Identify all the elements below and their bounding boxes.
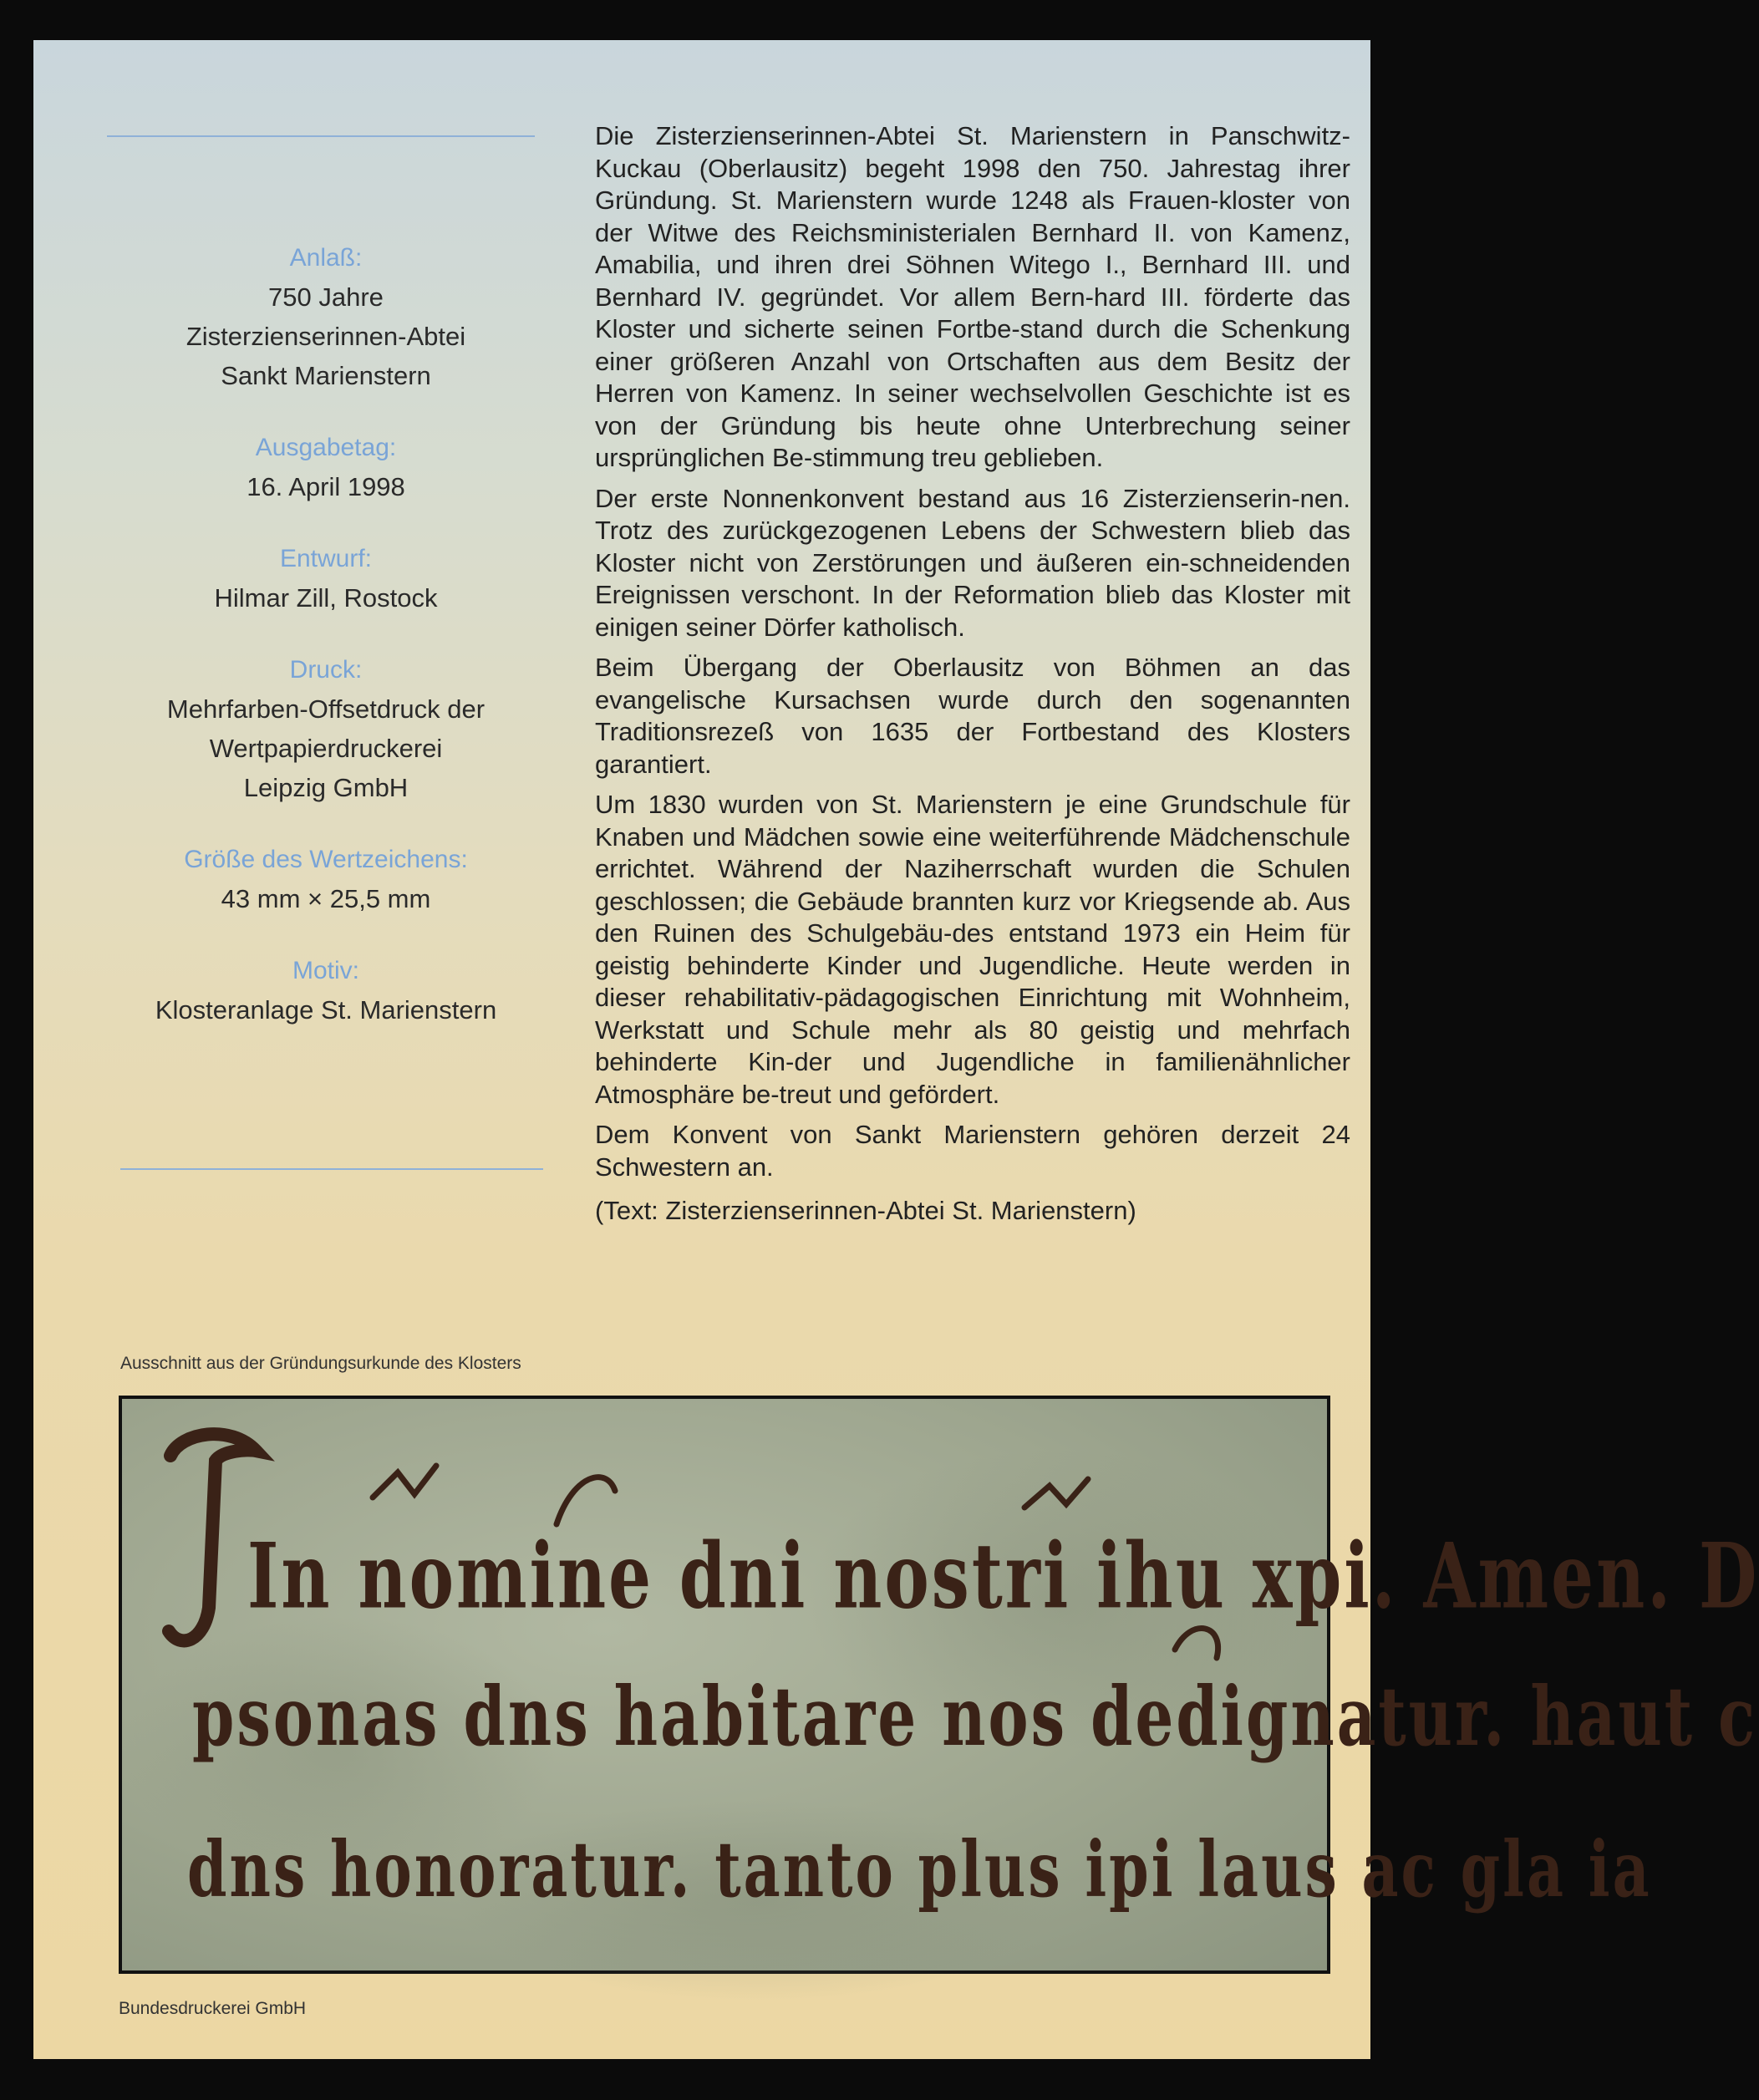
- print-group: [117, 651, 535, 807]
- history-paragraph: Der erste Nonnenkonvent bestand aus 16 Zisterzienserin-nen. Trotz des zurückgezogenen Lebens der Schwestern blieb das Kloster nicht von Zerstörungen und äußeren ein-schneidenden Ereignissen verschont. In der Reformation blieb das Kloster mit einigen seiner Dörfer katholisch.: [595, 483, 1350, 642]
- history-paragraph: Beim Übergang der Oberlausitz von Böhmen an das evangelische Kursachsen wurde durch den sogenannten Traditionsrezeß von 1635 der Fortbestand des Klosters garantiert.: [595, 653, 1350, 779]
- issue-details: [117, 239, 535, 1063]
- print-value-line: Leipzig GmbH: [243, 773, 409, 802]
- publisher-credit: Bundesdruckerei GmbH: [119, 1999, 307, 2018]
- design-value: Hilmar Zill, Rostock: [214, 583, 438, 613]
- charter-line: dns honoratur. tanto plus ipi laus ac gla ia: [187, 1825, 1652, 1915]
- stamp-size-group: [117, 841, 535, 918]
- print-value-line: Wertpapierdruckerei: [209, 734, 443, 763]
- issue-date-value: 16. April 1998: [247, 472, 405, 501]
- occasion-label: Anlaß:: [289, 244, 363, 272]
- issue-date-group: [117, 429, 535, 506]
- print-label: Druck:: [289, 656, 363, 684]
- initial-letter-flourish: [169, 1434, 256, 1640]
- motif-value: Klosteranlage St. Marienstern: [155, 995, 497, 1025]
- motif-label: Motiv:: [292, 957, 359, 984]
- text-credit: (Text: Zisterzienserinnen-Abtei St. Marienstern): [595, 1196, 1136, 1225]
- design-label: Entwurf:: [279, 545, 373, 572]
- bottom-divider: [120, 1168, 543, 1170]
- history-paragraph: Um 1830 wurden von St. Marienstern je eine Grundschule für Knaben und Mädchen sowie eine weiterführende Mädchenschule errichtet. Während der Naziherrschaft wurden die Schulen geschlossen; die Gebäude brannten kurz vor Kriegsende ab. Aus den Ruinen des Schulgebäu-des entstand 1973 ein Heim für geistig behinderte Kinder und Jugendliche. Heute werden in dieser rehabilitativ-pädagogischen Einrichtung mit Wohnheim, Werkstatt und Schule mehr als 80 geistig und mehrfach behinderte Kin-der und Jugendliche in familienähnlicher Atmosphäre be-treut und gefördert.: [595, 790, 1350, 1109]
- occasion-value-line: 750 Jahre: [268, 282, 384, 312]
- design-group: [117, 540, 535, 618]
- stamp-size-value: 43 mm × 25,5 mm: [221, 884, 431, 913]
- history-paragraph: Dem Konvent von Sankt Marienstern gehören derzeit 24 Schwestern an.: [595, 1120, 1350, 1182]
- stamp-size-label: Größe des Wertzeichens:: [184, 846, 468, 873]
- print-value-line: Mehrfarben-Offsetdruck der: [166, 694, 486, 724]
- occasion-group: [117, 239, 535, 395]
- issue-date-label: Ausgabetag:: [255, 434, 397, 461]
- charter-line: psonas dns habitare nos dedignatur. haut c: [192, 1668, 1757, 1764]
- stamp-info-sheet: [33, 40, 1759, 2059]
- founding-charter-facsimile: [119, 1396, 1759, 1974]
- occasion-value-line: Zisterzienserinnen-Abtei: [186, 322, 466, 351]
- charter-line: In nomine dni nostri ihu xpi. Amen. D: [247, 1523, 1759, 1629]
- top-divider: [107, 135, 535, 137]
- history-text: [595, 120, 1350, 1236]
- history-paragraph: Die Zisterzienserinnen-Abtei St. Marienstern in Panschwitz-Kuckau (Oberlausitz) begeht 1998 den 750. Jahrestag ihrer Gründung. St. Marienstern wurde 1248 als Frauen-kloster von der Witwe des Reichsministerialen Bernhard II. von Kamenz, Amabilia, und ihren drei Söhnen Witego I., Bernhard III. und Bernhard IV. gegründet. Vor allem Bern-hard III. förderte das Kloster und sicherte seinen Fortbe-stand durch die Schenkung einer größeren Anzahl von Ortschaften aus dem Besitz der Herren von Kamenz. In seiner wechselvollen Geschichte ist es von der Gründung bis heute ohne Unterbrechung seiner ursprünglichen Be-stimmung treu geblieben.: [595, 121, 1350, 472]
- facsimile-caption: Ausschnitt aus der Gründungsurkunde des Klosters: [120, 1354, 521, 1373]
- motif-group: [117, 952, 535, 1030]
- occasion-value-line: Sankt Marienstern: [221, 361, 431, 390]
